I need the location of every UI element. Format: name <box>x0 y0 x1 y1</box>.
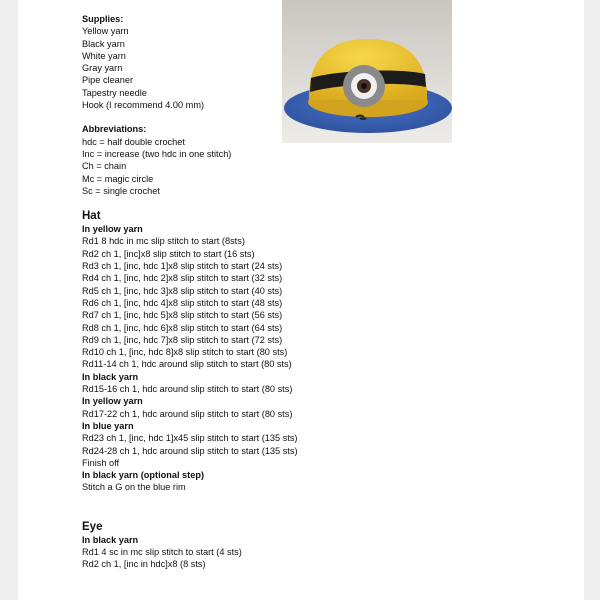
abbreviation-item: Ch = chain <box>82 161 127 172</box>
document-page <box>18 0 584 600</box>
hat-row: Rd1 8 hdc in mc slip stitch to start (8sts) <box>82 236 245 247</box>
hat-heading: Hat <box>82 210 101 223</box>
supply-item: Gray yarn <box>82 63 123 74</box>
hat-row: Rd6 ch 1, [inc, hdc 4]x8 slip stitch to start (48 sts) <box>82 297 283 308</box>
hat-black-label: In black yarn <box>82 371 139 382</box>
supply-item: Black yarn <box>82 38 125 49</box>
abbreviation-item: Inc = increase (two hdc in one stitch) <box>82 148 232 159</box>
hat-row: Rd4 ch 1, [inc, hdc 2]x8 slip stitch to start (32 sts) <box>82 273 283 284</box>
supply-item: Yellow yarn <box>82 26 129 37</box>
hat-yellow2-label: In yellow yarn <box>82 396 143 407</box>
eye-black-label: In black yarn <box>82 534 139 545</box>
abbreviation-item: Sc = single crochet <box>82 185 160 196</box>
hat-row: Rd17-22 ch 1, hdc around slip stitch to start (80 sts) <box>82 408 293 419</box>
abbreviation-item: hdc = half double crochet <box>82 136 185 147</box>
pattern-text <box>82 13 298 571</box>
hat-blue-label: In blue yarn <box>82 420 134 431</box>
minion-hat-image <box>282 0 452 143</box>
hat-row: Rd8 ch 1, [inc, hdc 6]x8 slip stitch to start (64 sts) <box>82 322 283 333</box>
abbreviations-heading: Abbreviations: <box>82 124 147 135</box>
hat-row: Rd7 ch 1, [inc, hdc 5]x8 slip stitch to start (56 sts) <box>82 310 283 321</box>
abbreviation-item: Mc = magic circle <box>82 173 154 184</box>
hat-yellow-label: In yellow yarn <box>82 224 143 235</box>
eye-heading: Eye <box>82 520 103 533</box>
supply-item: Tapestry needle <box>82 87 147 98</box>
hat-optional-label: In black yarn (optional step) <box>82 470 205 481</box>
supply-item: White yarn <box>82 50 126 61</box>
hat-row: Rd9 ch 1, [inc, hdc 7]x8 slip stitch to start (72 sts) <box>82 334 283 345</box>
hat-row: Stitch a G on the blue rim <box>82 482 186 493</box>
supplies-heading: Supplies: <box>82 14 124 24</box>
hat-row: Rd2 ch 1, [inc]x8 slip stitch to start (16 sts) <box>82 248 255 259</box>
hat-row: Rd5 ch 1, [inc, hdc 3]x8 slip stitch to start (40 sts) <box>82 285 283 296</box>
spacer <box>82 494 298 520</box>
hat-row: Rd23 ch 1, [inc, hdc 1]x45 slip stitch to start (135 sts) <box>82 433 298 444</box>
spacer <box>82 197 298 209</box>
eye-row: Rd1 4 sc in mc slip stitch to start (4 sts) <box>82 546 242 557</box>
hat-row: Rd3 ch 1, [inc, hdc 1]x8 slip stitch to start (24 sts) <box>82 261 283 272</box>
spacer <box>82 111 298 123</box>
hat-row: Rd11-14 ch 1, hdc around slip stitch to start (80 sts) <box>82 359 292 370</box>
supply-item: Hook (I recommend 4.00 mm) <box>82 100 205 111</box>
hat-row: Rd10 ch 1, [inc, hdc 8]x8 slip stitch to start (80 sts) <box>82 347 288 358</box>
minion-hat-photo <box>282 0 452 143</box>
eye-row: Rd2 ch 1, [inc in hdc]x8 (8 sts) <box>82 559 206 570</box>
hat-finish: Finish off <box>82 457 120 468</box>
hat-row: Rd24-28 ch 1, hdc around slip stitch to start (135 sts) <box>82 445 298 456</box>
hat-row: Rd15-16 ch 1, hdc around slip stitch to start (80 sts) <box>82 384 293 395</box>
supply-item: Pipe cleaner <box>82 75 134 86</box>
